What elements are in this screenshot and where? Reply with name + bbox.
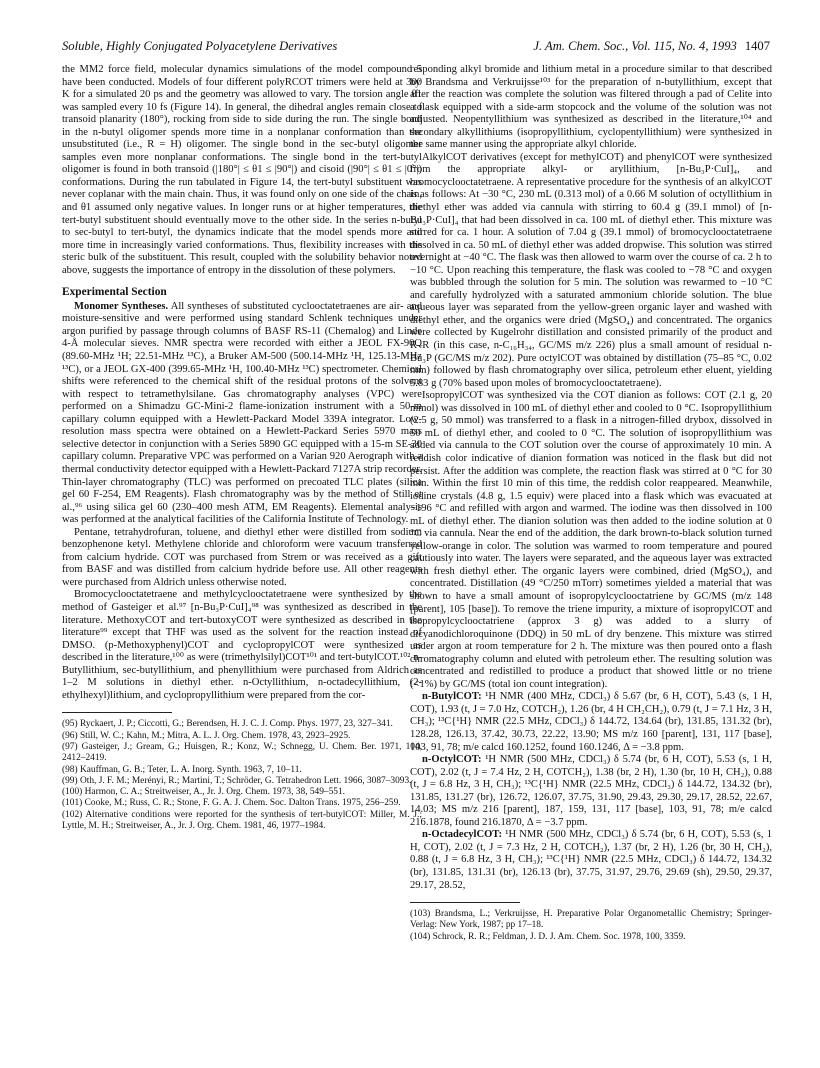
- run-in-heading: n-OctadecylCOT:: [422, 829, 503, 841]
- run-in-heading: Monomer Syntheses.: [74, 300, 169, 312]
- footnote: (95) Ryckaert, J. P.; Ciccotti, G.; Berendsen, H. J. C. J. Comp. Phys. 1977, 23, 327–341.: [62, 719, 393, 730]
- paragraph: [410, 691, 772, 754]
- paragraph: [410, 754, 772, 829]
- footnote-rule: [62, 712, 172, 713]
- run-in-heading: n-ButylCOT:: [422, 691, 482, 703]
- paragraph-text: ¹H NMR (500 MHz, CDCl₃) δ 5.74 (br, 6 H, COT), 5.53 (s, 1 H, COT), 2.02 (t, J = 7.3 Hz, 2 H, COTCH₂), 1.37 (br, 2 H), 1.26 (br, 30 H, CH₂), 0.88 (t, J = 6.8 Hz, 3 H, CH₃); ¹³C{¹H} NMR (22.5 MHz, CDCl₃) δ 144.72, 134.32 (br), 131.85, 131.31 (br), 126.13 (br), 37.75, 31.97, 29.76, 29.69 (sh), 29.50, 29.37, 29.17, 28.52,: [410, 829, 772, 891]
- paragraph: [62, 301, 422, 527]
- left-column: [62, 64, 422, 832]
- paragraph-text: All syntheses of substituted cyclooctatetraenes are air- and moisture-sensitive and were performed using standard Schlenk techniques under argon purified by passage through columns of BASF RS-11 (Chemalog) and Linde 4-Å molecular sieves. NMR spectra were recorded with either a JEOL FX-90Q (89.60-MHz ¹H; 22.51-MHz ¹³C), a Bruker AM-500 (500.14-MHz ¹H, 125.13-MHz ¹³C), or a JEOL GX-400 (399.65-MHz ¹H, 100.40-MHz ¹³C) spectrometer. Chemical shifts were referenced to the chemical shift of the residual protons of the solvent with respect to tetramethylsilane. Gas chromatography analyses (VPC) were performed on a Shimadzu GC-Mini-2 flame-ionization instrument with a 50-m capillary column equipped with a Hewlett-Packard Model 339A integrator. Low-resolution mass spectra were obtained on a Hewlett-Packard Series 5970 mass selective detector in conjunction with a Series 5890 GC equipped with a 15-m SE-30 capillary column. Preparative VPC was performed on a Varian 920 Aerograph with a thermal conductivity detector equipped with a Hewlett-Packard 7127A strip recorder. Thin-layer chromatography (TLC) was performed on precoated TLC plates (silica gel 60 F-254, EM Reagents). Flash chromatography was by the method of Still et al.,⁹⁶ using silica gel 60 (230–400 mesh ATM, EM Reagents). Elemental analysis was performed at the analytical facilities of the California Institute of Technology.: [62, 300, 422, 526]
- paragraph-text: ¹H NMR (400 MHz, CDCl₃) δ 5.67 (br, 6 H, COT), 5.43 (s, 1 H, COT), 1.93 (t, J = 7.0 Hz, COTCH₂), 1.26 (br, 4 H CH₂CH₂), 0.79 (t, J = 7.1 Hz, 3 H, CH₃); ¹³C{¹H} NMR (22.5 MHz, CDCl₃) δ 144.72, 134.64 (br), 131.85, 131.32 (br), 128.28, 126.13, 37.42, 30.73, 22.22, 13.90; MS m/z 160 [parent], 131, 117 [base], 103, 91, 78; m/e calcd 160.1252, found 160.1246, Δ = −3.8 ppm.: [410, 691, 772, 753]
- section-heading: Experimental Section: [62, 286, 167, 299]
- right-column: [410, 64, 772, 943]
- footnote: (96) Still, W. C.; Kahn, M.; Mitra, A. L. J. Org. Chem. 1978, 43, 2923–2925.: [62, 730, 351, 741]
- footnote: (102) Alternative conditions were reported for the synthesis of tert-butylCOT: Miller, M. J.; Lyttle, M. H.; Streitweiser, A., Jr. J. Org. Chem. 1981, 46, 1977–1984.: [62, 809, 422, 832]
- footnote: (99) Oth, J. F. M.; Merényi, R.; Martini, T.; Schröder, G. Tetrahedron Lett. 1966, 3087–3093.: [62, 775, 412, 786]
- paragraph: Bromocyclooctatetraene and methylcyclooctatetraene were synthesized by the method of Gasteiger et al.⁹⁷ [n-Bu₃P·CuI]₄⁹⁸ was synthesized as described in the literature. MethoxyCOT and tert-butoxyCOT were synthesized as described in the literature⁹⁹ except that THF was used as the solvent for the reaction instead of DMSO. (p-Methoxyphenyl)COT and cyclopropylCOT were synthesized as described in the literature,¹⁰⁰ as were (trimethylsilyl)COT¹⁰¹ and tert-butylCOT.¹⁰² n-Butyllithium, sec-butyllithium, and phenyllithium were purchased from Aldrich as 1–2 M solutions in diethyl ether. n-Octyllithium, n-octadecyllithium, (2-ethylhexyl)lithium, and cyclopropyllithium were prepared from the cor-: [62, 589, 422, 701]
- paragraph: Pentane, tetrahydrofuran, toluene, and diethyl ether were distilled from sodium benzophenone ketyl. Methylene chloride and chloroform were vacuum transferred from calcium hydride. COT was purchased from Strem or was received as a gift from BASF and was distilled from calcium hydride before use. All other reagents were purchased from Aldrich unless otherwise noted.: [62, 526, 422, 588]
- paragraph: AlkylCOT derivatives (except for methylCOT) and phenylCOT were synthesized from the appropriate alkyl- or aryllithium, [n-Bu₃P·CuI]₄, and bromocyclooctatetraene. A representative procedure for the synthesis of an alkylCOT is as follows: At −30 °C, 230 mL (0.313 mol) of a 0.66 M solution of octyllithium in diethyl ether was added via cannula with stirring to 60.4 g (39.1 mmol) of [n-Bu₃P·CuI]₄ that had been dissolved in ca. 100 mL of diethyl ether. This mixture was stirred for ca. 1 hour. A solution of 7.04 g (39.1 mmol) of bromocyclooctatetraene dissolved in ca. 50 mL of diethyl ether was added dropwise. This solution was stirred overnight at −40 °C. The flask was then allowed to warm over the course of ca. 2 h to −10 °C. Upon reaching this temperature, the flask was cooled to −78 °C and oxygen was bubbled through the solution for 5 min. The solution was rewarmed to −10 °C and carefully hydrolyzed with a saturated ammonium chloride solution. The blue aqueous layer was separated from the yellow-green organic layer and washed with diethyl ether, and the organics were dried (MgSO₄) and concentrated. The organics were collected by Kugelrohr distillation and consisted primarily of the product and R–R (in this case, n-C₁₆H₃₄, GC/MS m/z 226) plus a small amount of residual n-Bu₃P (GC/MS m/z 202). Pure octylCOT was obtained by distillation (75–85 °C, 0.02 mm) followed by flash chromatography over silica, petroleum ether eluent, yielding 5.83 g (70% based upon moles of bromocyclooctatetraene).: [410, 151, 772, 389]
- journal-name: J. Am. Chem. Soc., Vol. 115, No. 4, 1993: [533, 39, 737, 53]
- journal-citation: [533, 38, 770, 54]
- run-in-heading: n-OctylCOT:: [422, 754, 482, 766]
- footnote: (97) Gasteiger, J.; Gream, G.; Huisgen, R.; Konz, W.; Schnegg, U. Chem. Ber. 1971, 104, 2412–2419.: [62, 741, 422, 764]
- footnote-rule: [410, 902, 520, 903]
- paragraph-text: ¹H NMR (500 MHz, CDCl₃) δ 5.74 (br, 6 H, COT), 5.53 (s, 1 H, COT), 2.02 (t, J = 7.4 Hz, 2 H, COTCH₂), 1.38 (br, 2 H), 1.30 (br, 10 H, CH₂), 0.88 (t, J = 6.8 Hz, 3 H, CH₃); ¹³C{¹H} NMR (22.5 MHz, CDCl₃) δ 144.72, 134.32 (br), 131.85, 131.27 (br), 126.72, 126.07, 37.75, 31.90, 29.43, 29.30, 29.17, 28.52, 22.67, 14.03; MS m/z 216 [parent], 187, 159, 131, 117 [base], 103, 91, 78; m/e calcd 216.1878, found 216.1870, Δ = −3.7 ppm.: [410, 754, 772, 828]
- running-title: Soluble, Highly Conjugated Polyacetylene Derivatives: [62, 39, 338, 53]
- footnote: (98) Kauffman, G. B.; Teter, L. A. Inorg. Synth. 1963, 7, 10–11.: [62, 764, 302, 775]
- paragraph: [410, 829, 772, 892]
- footnote: (104) Schrock, R. R.; Feldman, J. D. J. Am. Chem. Soc. 1978, 100, 3359.: [410, 931, 686, 942]
- footnote: (100) Harmon, C. A.; Streitweiser, A., Jr. J. Org. Chem. 1973, 38, 549–551.: [62, 787, 346, 798]
- running-header: [62, 38, 770, 54]
- page-number: 1407: [744, 39, 770, 53]
- footnote: (103) Brandsma, L.; Verkruijsse, H. Preparative Polar Organometallic Chemistry; Springer-Verlag: New York, 1987; pp 17–18.: [410, 909, 772, 931]
- paragraph: IsopropylCOT was synthesized via the COT dianion as follows: COT (2.1 g, 20 mmol) was dissolved in 100 mL of diethyl ether and cooled to 0 °C. Isopropyllithium (2.5 g, 50 mmol) was transferred to a flask in a nitrogen-filled drybox, dissolved in 50 mL of diethyl ether, and cooled to 0 °C. The solution of isopropyllithium was added via cannula to the COT solution over the course of approximately 10 min. A reddish color indicative of dianion formation was noticed in the flask but did not persist. After the addition was complete, the reaction flask was stirred at 0 °C for 30 min. Within the first 10 min of this time, the reddish color reappeared. Meanwhile, iodine crystals (4.8 g, 1.5 equiv) were placed into a flask which was evacuated at −196 °C and refilled with argon and warmed. The iodine was then dissolved in 100 mL of diethyl ether. The dianion solution was then added to the iodine solution at 0 °C via cannula. Near the end of the addition, the dark brown-to-black solution turned yellow-orange in color. The solution was warmed to room temperature and poured cautiously into water. The layers were separated, and the aqueous layer was extracted with fresh diethyl ether. The organic layers were combined, dried (MgSO₄), and concentrated. Distillation (49 °C/250 mTorr) sometimes yielded a material that was shown to have a small amount of isopropylcyclooctatriene by GC/MS (m/z 148 [parent], 105 [base]). To remove the triene impurity, a mixture of isopropylCOT and isopropylcyclooctatriene (approx 3 g) was added to a slurry of dicyanodichloroquinone (DDQ) in 50 mL of dry benzene. This mixture was stirred under argon at room temperature for 2 h. The mixture was then poured onto a flash chromatography column and eluted with petroleum ether. The resulting solution was concentrated and redistilled to produce a product that showed little or no triene (<1%) by GC/MS (total ion count integration).: [410, 390, 772, 690]
- paragraph: responding alkyl bromide and lithium metal in a procedure similar to that described by Brandsma and Verkruijsse¹⁰³ for the preparation of n-butyllithium, except that after the reaction was complete the solution was filtered through a pad of Celite into a flask equipped with a side-arm stopcock and the volume of the solution was not adjusted. Neopentyllithium was synthesized as described in the literature,¹⁰⁴ and secondary alkyllithiums (isopropyllithium, cyclopentyllithium) were synthesized in the same manner using the appropriate alkyl chloride.: [410, 64, 772, 151]
- paragraph: the MM2 force field, molecular dynamics simulations of the model compound 5 have been conducted. Models of four different polyRCOT trimers were held at 300 K for a simulated 20 ps and the geometry was allowed to vary. The torsion angle θ1 was sampled every 10 fs (Figure 14). In general, the dihedral angles remain close to transoid planarity (180°), rocking from side to side during the run. The single bond in the n-butyl oligomer spends more time in a nonplanar conformation than the unsubstituted (i.e., R = H) oligomer. The single bond in the sec-butyl oligomer samples even more nonplanar conformations. The single bond in the tert-butyl oligomer is found in both transoid (|180°| ≤ θ1 ≤ |90°|) and cisoid (|90°| ≤ θ1 ≤ |0°|) conformations. During the run tabulated in Figure 14, the tert-butyl substituent was never coplanar with the main chain. Thus, it was found only on one side of the chain, and θ1 assumed only negative values. In longer runs or at higher temperatures, the tert-butyl substituent should eventually move to the other side. In the series n-butyl to sec-butyl to tert-butyl, the dynamics indicate that the model spends more and more time in increasingly varied conformations. Thus, flexibility increases with the steric bulk of the substituent. This result, coupled with the solubility behavior noted above, suggests the importance of entropy in the dissolution of these polymers.: [62, 64, 422, 276]
- footnote: (101) Cooke, M.; Russ, C. R.; Stone, F. G. A. J. Chem. Soc. Dalton Trans. 1975, 256–259.: [62, 798, 401, 809]
